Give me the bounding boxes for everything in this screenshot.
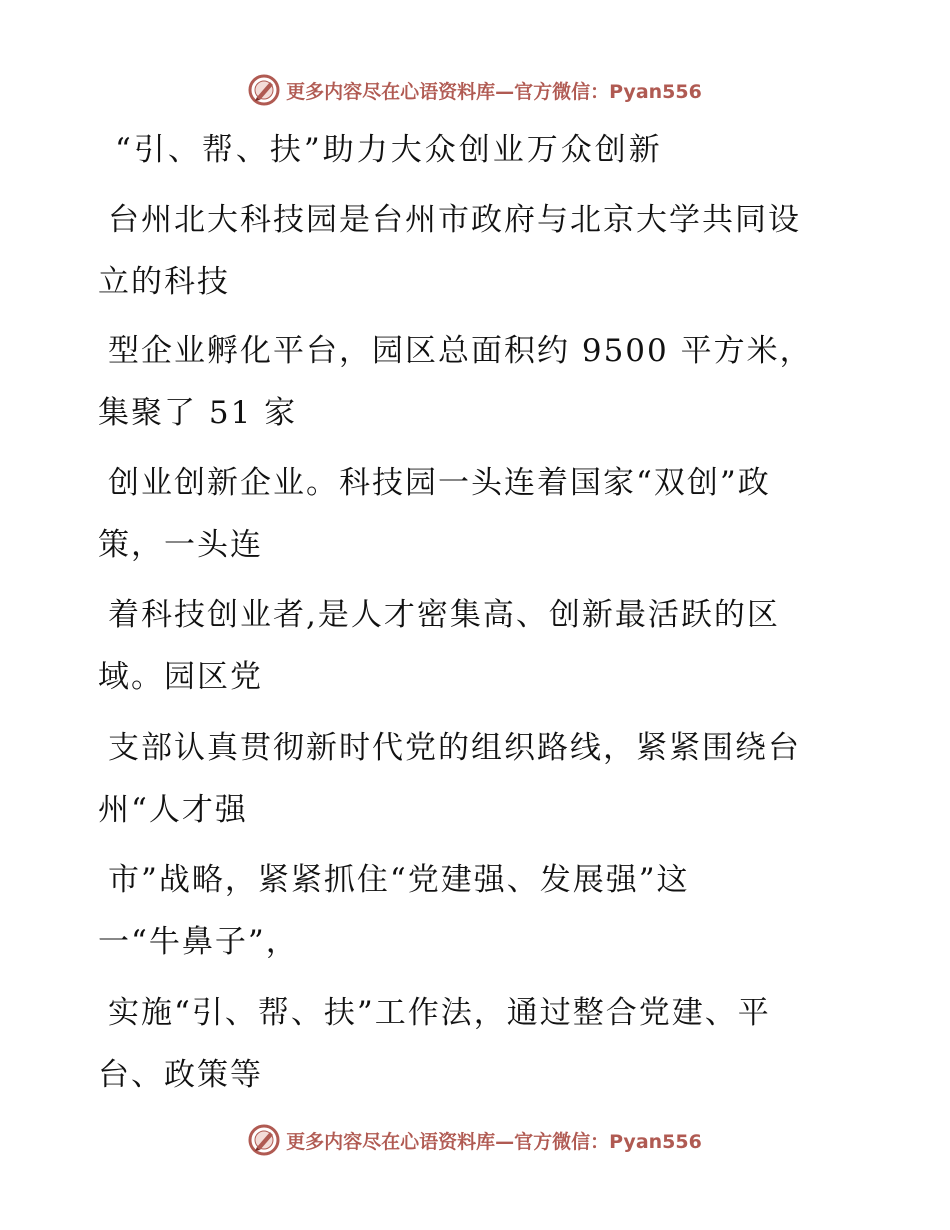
pen-seal-logo-icon <box>248 74 280 106</box>
paragraph-3 <box>98 463 838 565</box>
pen-seal-logo-icon <box>248 1124 280 1156</box>
paragraph-line: 台、政策等 <box>98 1057 263 1093</box>
paragraph-2 <box>98 331 838 433</box>
paragraph-line: 创业创新企业。科技园一头连着国家“双创”政 <box>108 465 771 501</box>
paragraph-line: 立的科技 <box>98 264 230 300</box>
paragraph-line: 支部认真贯彻新时代党的组织路线，紧紧围绕台 <box>108 730 801 766</box>
footer-banner-text: 更多内容尽在心语资料库—官方微信：Pyan556 <box>286 1130 702 1153</box>
paragraph-line: 实施“引、帮、扶”工作法，通过整合党建、平 <box>108 995 771 1031</box>
paragraph-6 <box>98 860 838 962</box>
header-banner-text: 更多内容尽在心语资料库—官方微信：Pyan556 <box>286 80 702 103</box>
paragraph-line: 型企业孵化平台，园区总面积约 9500 平方米， <box>108 333 813 369</box>
document-title: “引、帮、扶”助力大众创业万众创新 <box>115 132 663 168</box>
paragraph-line: 州“人才强 <box>98 792 248 828</box>
paragraph-line: 策，一头连 <box>98 527 263 563</box>
header-banner <box>0 70 950 110</box>
paragraph-4 <box>98 595 838 697</box>
footer-banner <box>0 1120 950 1160</box>
paragraph-5 <box>98 728 838 830</box>
paragraph-line: 一“牛鼻子”， <box>98 924 299 960</box>
paragraph-1 <box>98 200 838 302</box>
paragraph-line: 域。园区党 <box>98 659 263 695</box>
paragraph-line: 台州北大科技园是台州市政府与北京大学共同设 <box>108 202 801 238</box>
paragraph-7 <box>98 993 838 1095</box>
paragraph-line: 市”战略，紧紧抓住“党建强、发展强”这 <box>108 862 690 898</box>
paragraph-line: 集聚了 51 家 <box>98 395 298 431</box>
paragraph-line: 着科技创业者,是人才密集高、创新最活跃的区 <box>108 597 780 633</box>
